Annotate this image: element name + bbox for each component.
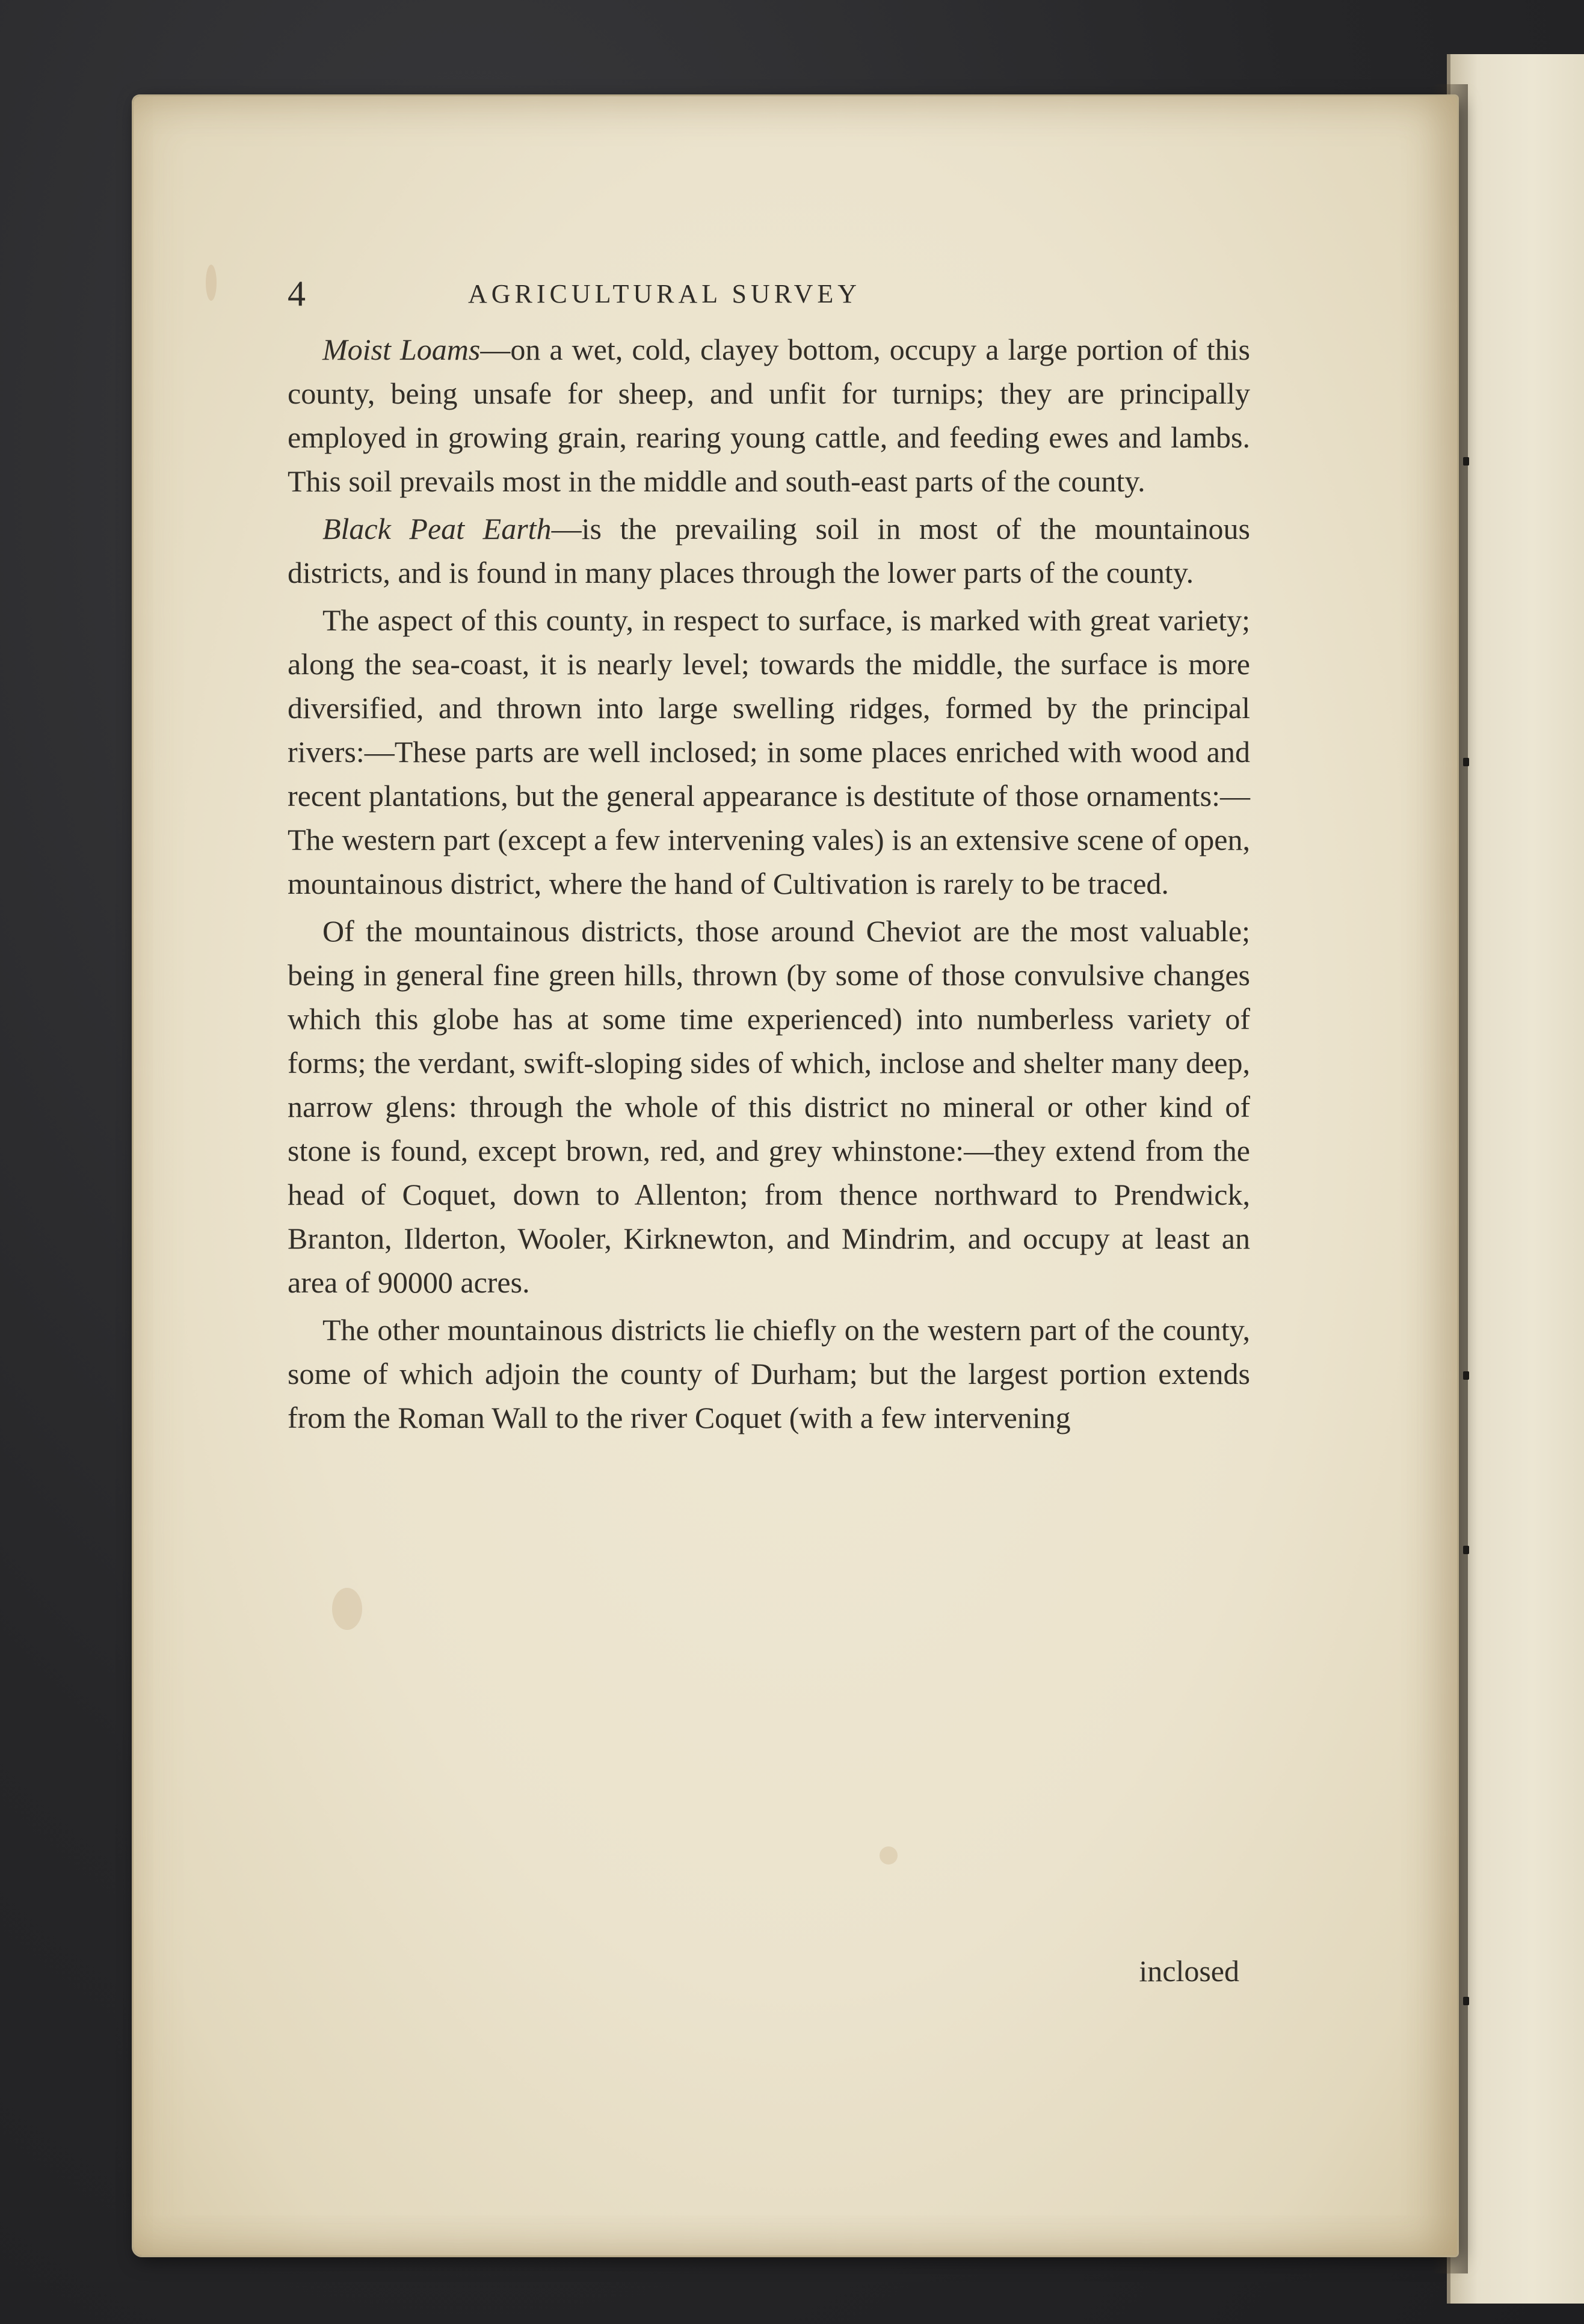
paragraph-aspect xyxy=(288,598,1250,906)
paragraph-text: —on a wet, cold, clayey bottom, occupy a large portion of this county, being unsafe for sheep, and unfit for turnips; they are principally employed in growing grain, rearing young cattle, and feeding ewes and lambs. This soil prevails most in the middle and south-east parts of the county. xyxy=(288,333,1250,498)
foxing-stain xyxy=(880,1846,898,1864)
paragraph-lead: Moist Loams xyxy=(322,333,481,366)
paragraph-text: —is the prevailing soil in most of the mountainous districts, and is found in many places through the lower parts of the county. xyxy=(288,512,1251,589)
paragraph-mountainous-districts xyxy=(288,909,1250,1305)
binding-thread-mark xyxy=(1463,1546,1469,1554)
binding-thread-mark xyxy=(1463,457,1469,466)
paragraph-text: Of the mountainous districts, those around Cheviot are the most valuable; being in general fine green hills, thrown (by some of those convulsive changes which this globe has at some time experienced) into numberless variety of forms; the verdant, swift-sloping sides of which, inclose and shelter many deep, narrow glens: through the whole of this district no mineral or other kind of stone is found, except brown, red, and grey whinstone:—they extend from the head of Coquet, down to Allenton; from thence northward to Prendwick, Branton, Ilderton, Wooler, Kirknewton, and Mindrim, and occupy at least an area of 90000 acres. xyxy=(288,914,1250,1299)
binding-thread-mark xyxy=(1463,1997,1469,2005)
paragraph-black-peat-earth xyxy=(288,507,1250,595)
paragraph-lead: Black Peat Earth xyxy=(322,512,552,546)
running-head: AGRICULTURAL SURVEY xyxy=(468,279,861,309)
paragraph-text: The other mountainous districts lie chiefly on the western part of the county, some of which adjoin the county of Durham; but the largest portion extends from the Roman Wall to the river Coquet (with a few intervening xyxy=(288,1313,1250,1434)
paragraph-text: The aspect of this county, in respect to surface, is marked with great variety; along the sea-coast, it is nearly level; towards the middle, the surface is more diversified, and thrown into large swelling ridges, formed by the principal rivers:—These parts are well inclosed; in some places enriched with wood and recent plantations, but the general appearance is destitute of those ornaments:—The western part (except a few intervening vales) is an extensive scene of open, mountainous district, where the hand of Cultivation is rarely to be traced. xyxy=(288,603,1250,900)
binding-thread-mark xyxy=(1463,758,1469,766)
paragraph-moist-loams xyxy=(288,328,1250,503)
paragraph-other-districts xyxy=(288,1308,1250,1440)
foxing-stain xyxy=(206,265,217,301)
page-header xyxy=(288,265,1262,319)
foxing-stain xyxy=(332,1588,362,1630)
page-body xyxy=(288,328,1250,1443)
page-number: 4 xyxy=(288,274,306,313)
binding-thread-mark xyxy=(1463,1371,1469,1380)
catchword: inclosed xyxy=(1139,1954,1239,1988)
